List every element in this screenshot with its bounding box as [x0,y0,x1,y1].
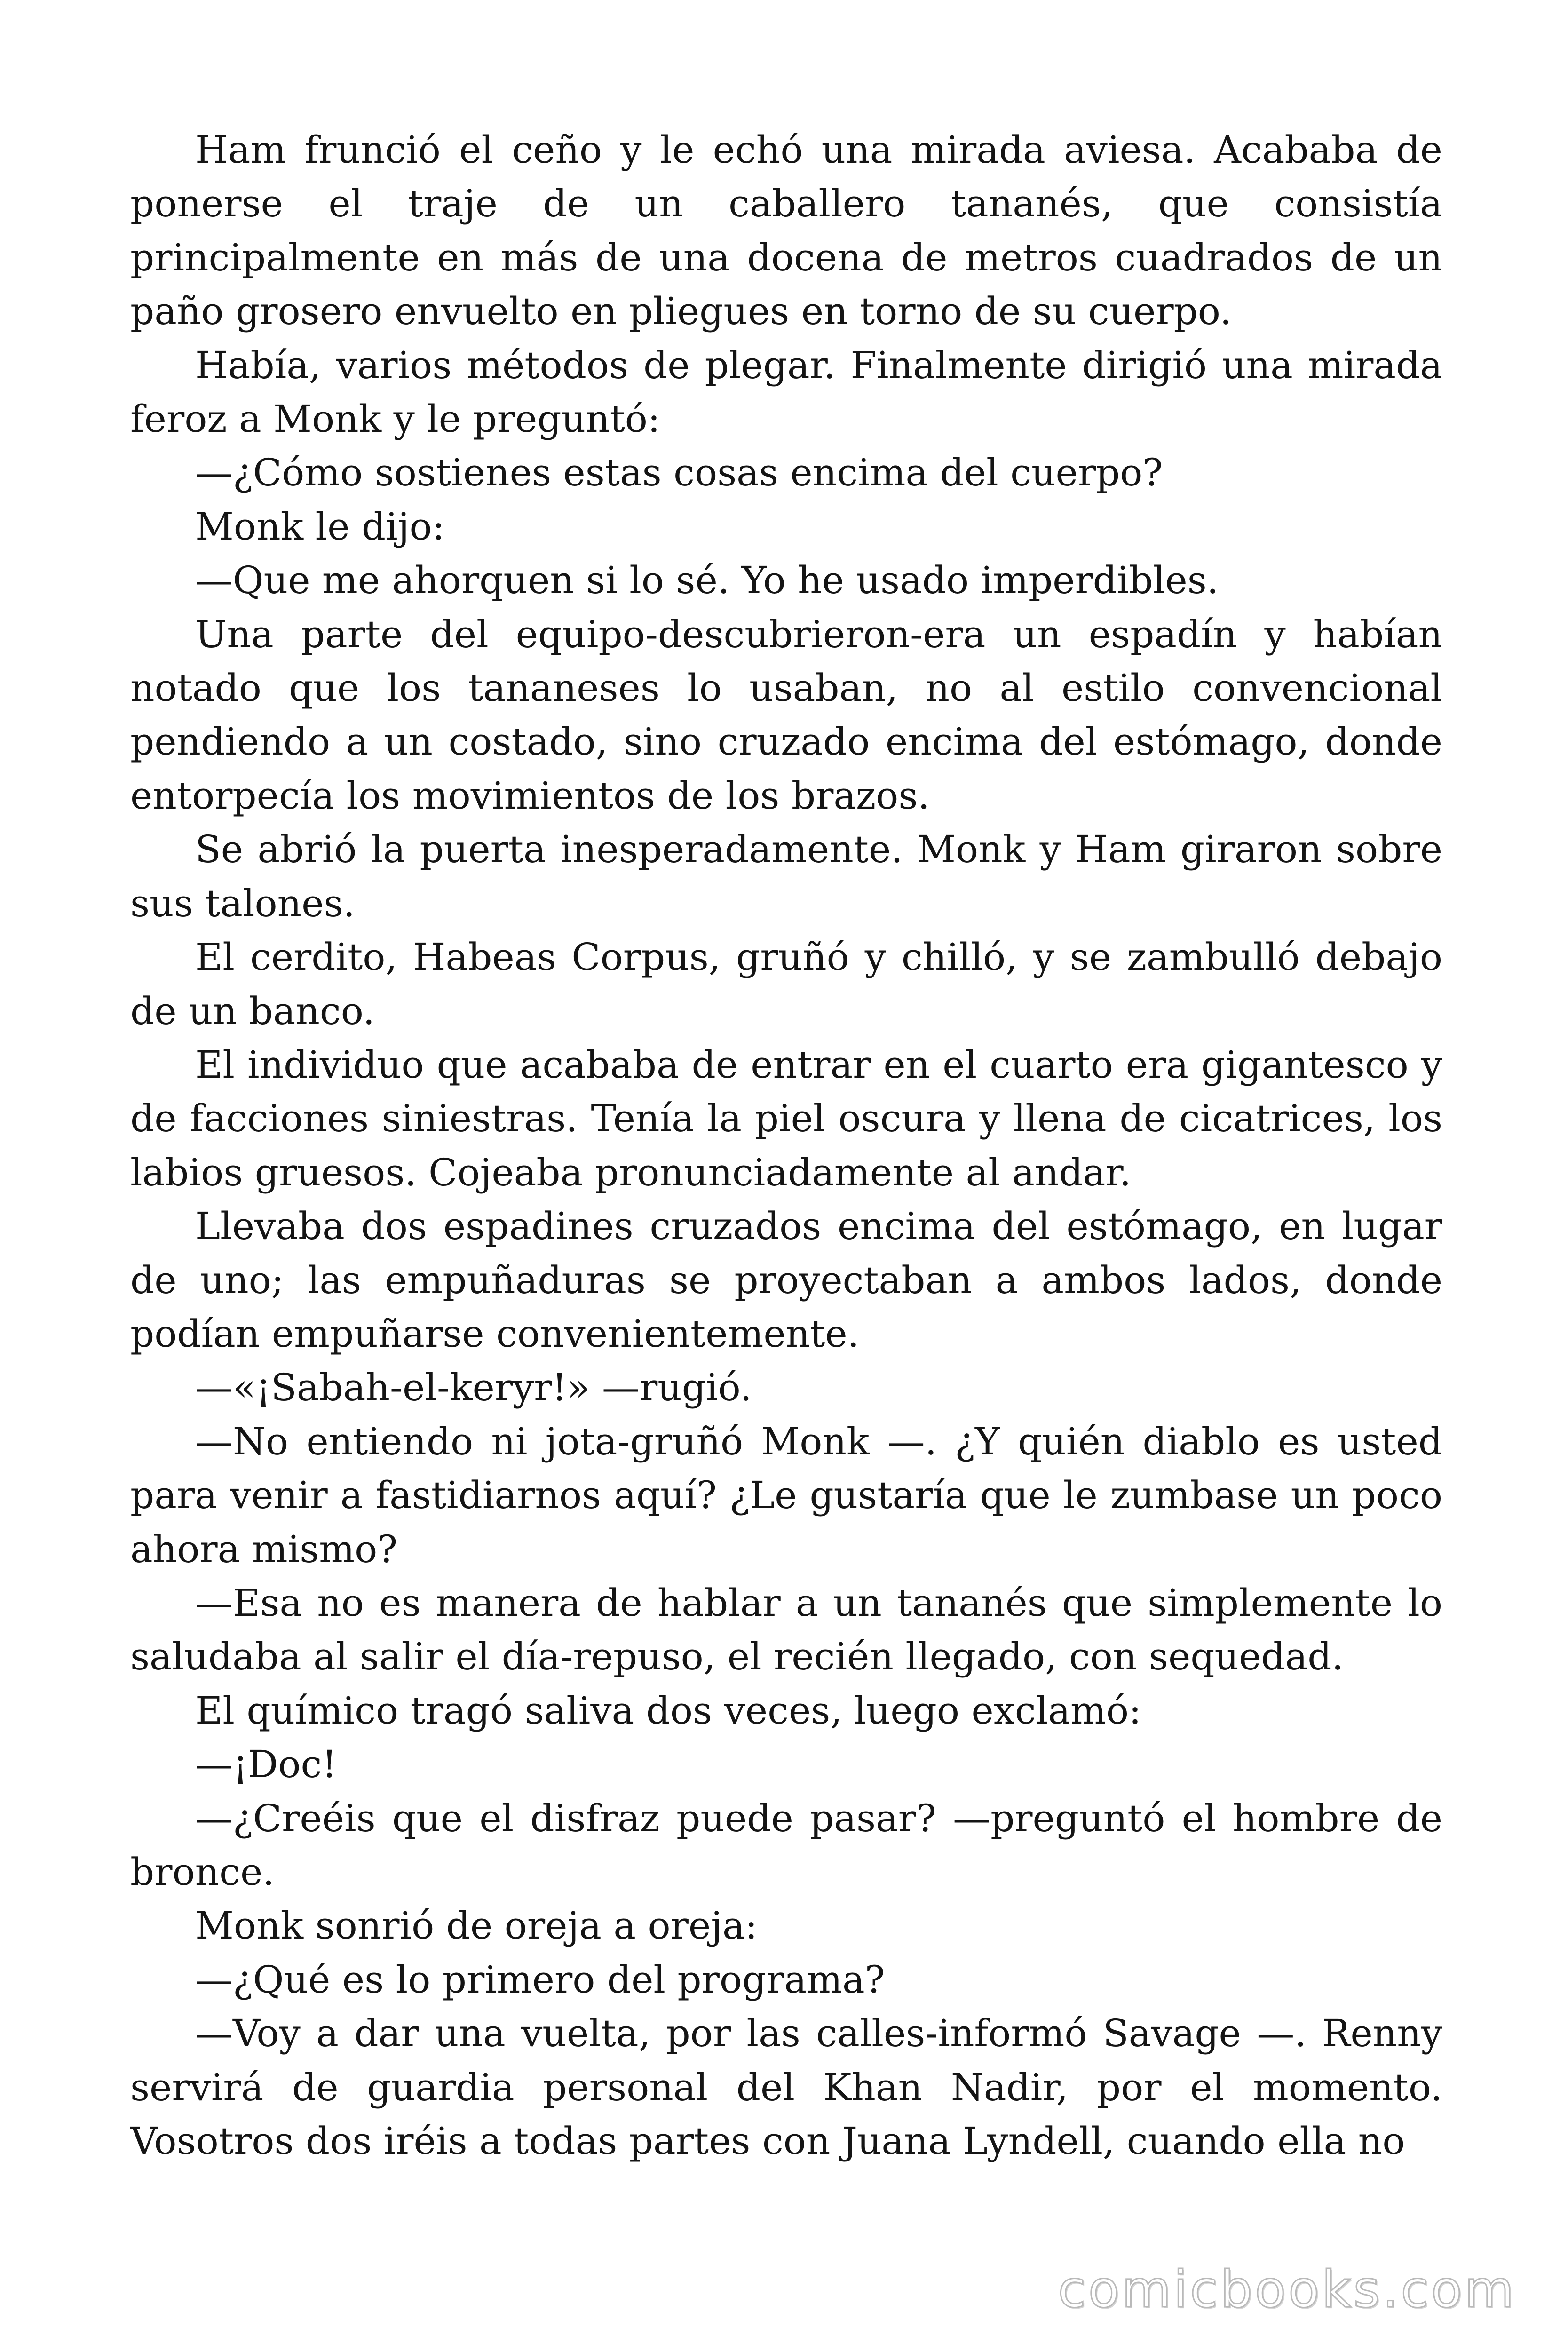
paragraph: —No entiendo ni jota-gruñó Monk —. ¿Y quién diablo es usted para venir a fastidiarnos aquí? ¿Le gustaría que le zumbase un poco ahora mismo? [130,1419,1442,1571]
paragraph: —Que me ahorquen si lo sé. Yo he usado imperdibles. [195,558,1219,603]
paragraph: Ham frunció el ceño y le echó una mirada aviesa. Acababa de ponerse el traje de un caballero tananés, que consistía principalmente en más de una docena de metros cuadrados de un paño grosero envuelto en pliegues en torno de su cuerpo. [130,128,1442,334]
paragraph: Una parte del equipo-descubrieron-era un espadín y habían notado que los tananeses lo usaban, no al estilo convencional pendiendo a un costado, sino cruzado encima del estómago, donde entorpecía los movimientos de los brazos. [130,612,1442,818]
paragraph: El cerdito, Habeas Corpus, gruñó y chilló, y se zambulló debajo de un banco. [130,935,1442,1033]
paragraph: —¡Doc! [195,1742,337,1787]
paragraph: El químico tragó saliva dos veces, luego exclamó: [195,1688,1141,1732]
paragraph: —Voy a dar una vuelta, por las calles-informó Savage —. Renny servirá de guardia personal del Khan Nadir, por el momento. Vosotros dos iréis a todas partes con Juana Lyndell, cuando ella no [130,2011,1442,2163]
paragraph: —¿Qué es lo primero del programa? [195,1957,885,2002]
paragraph: Se abrió la puerta inesperadamente. Monk y Ham giraron sobre sus talones. [130,827,1442,925]
paragraph: Monk le dijo: [195,504,445,548]
paragraph: Había, varios métodos de plegar. Finalmente dirigió una mirada feroz a Monk y le preguntó: [130,343,1442,441]
paragraph: —Esa no es manera de hablar a un tananés que simplemente lo saludaba al salir el día-repuso, el recién llegado, con sequedad. [130,1581,1442,1679]
watermark: comicbooks.com [1058,2260,1516,2319]
paragraph: —«¡Sabah-el-keryr!» —rugió. [195,1366,752,1410]
paragraph: —¿Creéis que el disfraz puede pasar? —preguntó el hombre de bronce. [130,1796,1442,1894]
paragraph: El individuo que acababa de entrar en el cuarto era gigantesco y de facciones siniestras. Tenía la piel oscura y llena de cicatrices, los labios gruesos. Cojeaba pronunciadamente al andar. [130,1042,1442,1194]
paragraph: —¿Cómo sostienes estas cosas encima del cuerpo? [195,451,1163,495]
body-text [130,123,1442,2168]
paragraph: Llevaba dos espadines cruzados encima del estómago, en lugar de uno; las empuñaduras se proyectaban a ambos lados, donde podían empuñarse convenientemente. [130,1204,1442,1356]
paragraph: Monk sonrió de oreja a oreja: [195,1904,758,1948]
